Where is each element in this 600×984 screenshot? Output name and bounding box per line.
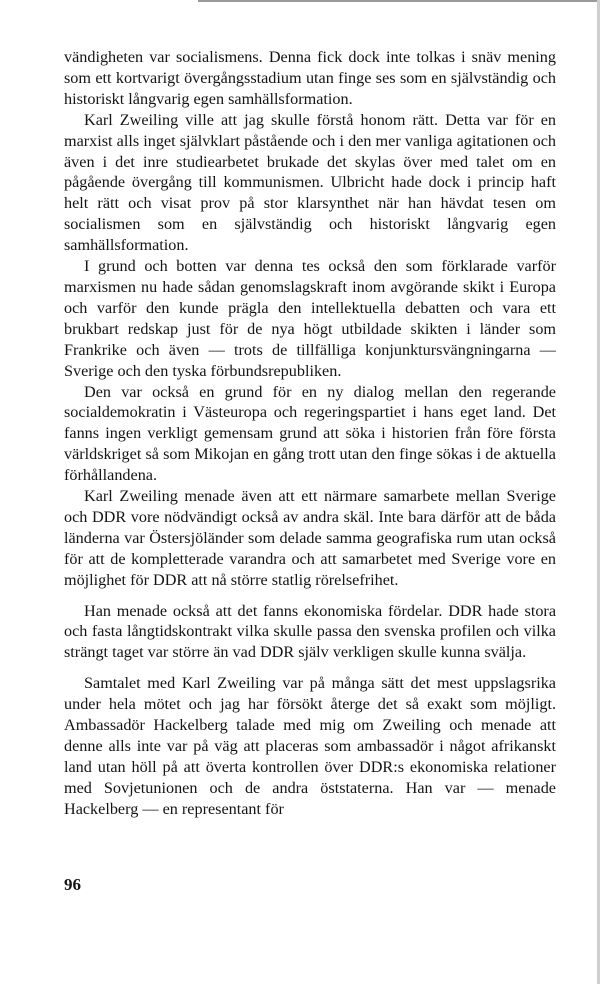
body-text xyxy=(64,47,556,820)
paragraph-5: Karl Zweiling menade även att ett närmare samarbete mellan Sverige och DDR vore nödvändigt också av andra skäl. Inte bara därför att de båda länderna var Östersjöländer som delade samma geografiska rum utan också för att de kompletterade varandra och att samarbetet med Sverige vore en möjlighet för DDR att nå större statlig rörelsefrihet. xyxy=(64,487,556,589)
paragraph-4: Den var också en grund för en ny dialog mellan den regerande socialdemokratin i Västeuropa och regeringspartiet i hans eget land. Det fanns ingen verkligt gemensam grund att söka i historien från före första världskriget så som Mikojan en gång trott utan den finge sökas i de aktuella förhållandena. xyxy=(64,382,556,485)
paragraph-3: I grund och botten var denna tes också den som förklarade varför marxismen nu hade sådan genomslagskraft inom avgörande skikt i Europa och varför den kunde prägla den intellektuella debatten och vara ett brukbart redskap just för de nya högt utbildade skikten i länder som Frankrike och även — trots de tillfälliga konjunktursvängningarna — Sverige och den tyska förbundsrepubliken. xyxy=(64,257,556,380)
paragraph-7: Samtalet med Karl Zweiling var på många sätt det mest uppslagsrika under hela mötet och jag har försökt återge det så exakt som möjligt. Ambassadör Hackelberg talade med mig om Zweiling och menade att denne alls inte var på väg att placeras som ambassadör i något afrikanskt land utan höll på att överta kontrollen över DDR:s ekonomiska relationer med Sovjetunionen och de andra öststaterna. Han var — menade Hackelberg — en representant för xyxy=(64,674,556,818)
paragraph-1: vändigheten var socialismens. Denna fick dock inte tolkas i snäv mening som ett kortvarigt övergångsstadium utan finge ses som en självständig och historiskt långvarig egen samhällsformation. xyxy=(64,48,556,108)
top-edge-rule xyxy=(198,0,600,2)
paragraph-2: Karl Zweiling ville att jag skulle förstå honom rätt. Detta var för en marxist alls inget självklart påstående och i den mer vanliga agitationen och även i det inre studiearbetet brukade det skylas över med talet om en pågående övergång till kommunismen. Ulbricht hade dock i princip haft helt rätt och visat prov på stor klarsynthet när han hävdat tesen om socialismen som en självständig och historiskt långvarig egen samhällsformation. xyxy=(64,110,556,255)
page-number: 96 xyxy=(64,875,81,894)
paragraph-6: Han menade också att det fanns ekonomiska fördelar. DDR hade stora och fasta långtidskontrakt vilka skulle passa den svenska profilen och vilka strängt taget var större än vad DDR själv verkligen skulle kunna svälja. xyxy=(64,601,556,662)
